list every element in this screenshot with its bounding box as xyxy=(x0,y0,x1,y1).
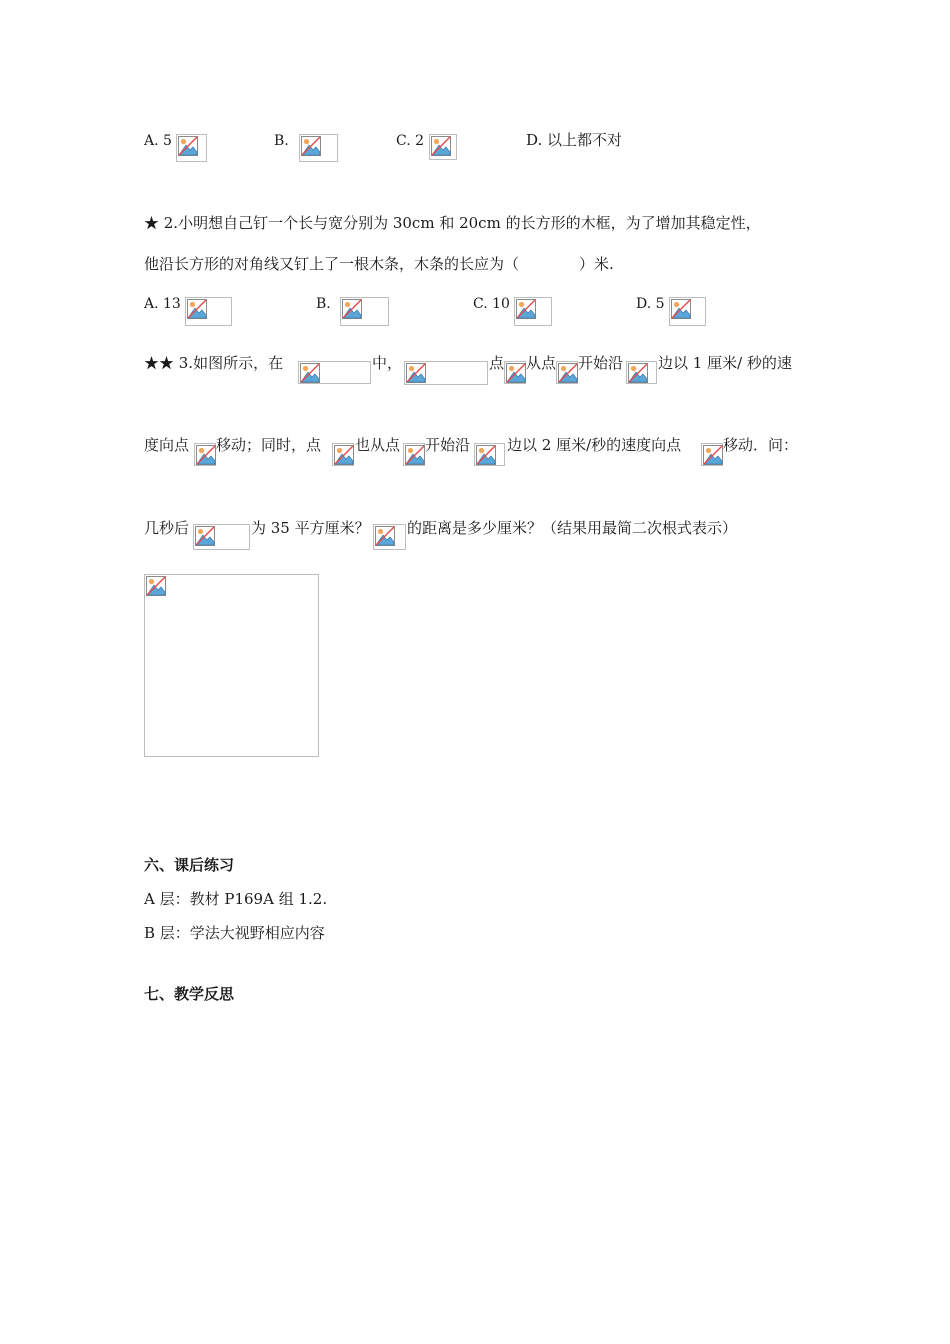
broken-image-icon xyxy=(176,134,207,162)
broken-image-icon xyxy=(404,361,488,385)
q2-line1: ★ 2.小明想自己钉一个长与宽分别为 30cm 和 20cm 的长方形的木框，为了增加其稳定性， xyxy=(144,214,761,232)
broken-image-icon xyxy=(429,134,457,160)
broken-image-icon xyxy=(403,443,425,466)
q2-option-c: C. 10 xyxy=(473,296,510,312)
q3-text: 边以 2 厘米/秒的速度向点 xyxy=(507,436,682,454)
q3-figure-placeholder xyxy=(144,574,319,757)
q3-text: 为 35 平方厘米？ xyxy=(251,519,370,537)
q3-text: 几秒后 xyxy=(144,519,190,537)
q3-text: 从点 xyxy=(526,354,557,372)
broken-image-icon xyxy=(299,134,338,162)
broken-image-icon xyxy=(332,443,354,466)
q3-text: 中， xyxy=(372,354,403,372)
broken-image-icon xyxy=(669,297,706,326)
broken-image-icon xyxy=(193,524,250,550)
broken-image-icon xyxy=(514,297,552,326)
section6-b-layer: B 层：学法大视野相应内容 xyxy=(144,924,325,942)
broken-image-icon xyxy=(626,361,657,384)
broken-image-icon xyxy=(194,443,216,466)
broken-image-icon xyxy=(504,361,526,384)
broken-image-icon xyxy=(474,443,505,466)
q3-text: 点 xyxy=(489,354,505,372)
section6-a-layer: A 层：教材 P169A 组 1.2. xyxy=(144,890,328,908)
broken-image-icon xyxy=(556,361,578,384)
q3-text: 的距离是多少厘米？（结果用最简二次根式表示） xyxy=(407,519,738,537)
q2-option-b: B. xyxy=(316,296,331,312)
q3-text: 度向点 xyxy=(144,436,190,454)
section7-heading: 七、教学反思 xyxy=(144,985,235,1003)
q2-line2: 他沿长方形的对角线又钉上了一根木条，木条的长应为（ ）米. xyxy=(144,255,614,273)
broken-image-icon xyxy=(298,361,371,384)
broken-image-icon xyxy=(185,297,232,326)
q3-text: 移动．问： xyxy=(723,436,799,454)
q1-option-c: C. 2 xyxy=(396,133,425,149)
q3-text: 开始沿 xyxy=(425,436,471,454)
q3-text: 也从点 xyxy=(355,436,401,454)
broken-image-icon xyxy=(701,443,723,466)
q3-text: ★★ 3.如图所示，在 xyxy=(144,354,284,372)
q2-option-a: A. 13 xyxy=(144,296,181,312)
broken-image-icon xyxy=(340,297,389,326)
q3-text: 移动；同时，点 xyxy=(216,436,322,454)
q3-text: 边以 1 厘米/ 秒的速 xyxy=(658,354,792,372)
q1-option-a: A. 5 xyxy=(144,133,172,149)
q2-option-d: D. 5 xyxy=(636,296,665,312)
q1-option-b: B. xyxy=(274,133,289,149)
q1-option-d: D. 以上都不对 xyxy=(526,131,623,149)
q3-text: 开始沿 xyxy=(578,354,624,372)
broken-image-icon xyxy=(146,576,166,596)
broken-image-icon xyxy=(373,524,406,550)
section6-heading: 六、课后练习 xyxy=(144,856,235,874)
